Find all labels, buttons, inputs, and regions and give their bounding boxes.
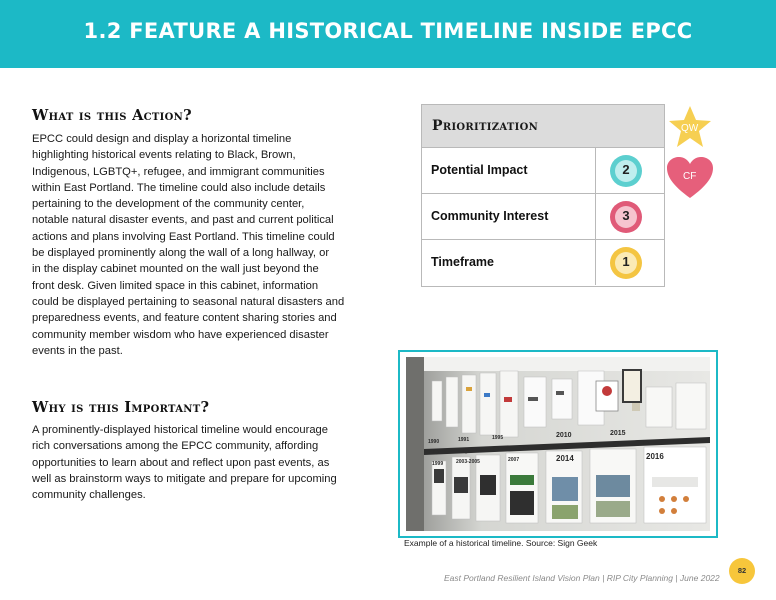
what-line: events in the past. <box>32 344 123 357</box>
footer-text: East Portland Resilient Island Vision Plan | RIP City Planning | June 2022 <box>444 573 720 583</box>
what-body <box>32 131 362 359</box>
what-line: could be displayed pertaining to seasonal natural disasters and <box>32 295 345 308</box>
timeline-year-label: 1995 <box>492 435 504 441</box>
timeline-year-label: 2014 <box>556 454 574 463</box>
priority-row-interest <box>422 194 664 240</box>
timeline-year-label: 2015 <box>610 430 626 437</box>
what-line: community member wisdom who have experienced disaster <box>32 328 329 341</box>
timeline-year-label: 2010 <box>556 432 572 439</box>
impact-score-badge <box>610 155 642 187</box>
timeframe-score: 1 <box>622 254 630 269</box>
why-line: opportunities to learn about and reflect upon past events, as <box>32 456 330 469</box>
what-line: front desk. Given limited space in this cabinet, information <box>32 279 319 292</box>
what-line: pertaining to the development of the community center, <box>32 198 305 211</box>
why-heading: Why is this Important? <box>32 399 210 416</box>
what-line: Indigenous, LGBTQ+, refugee, and immigrant communities <box>32 165 325 178</box>
prioritization-title: Prioritization <box>432 118 539 134</box>
impact-score: 2 <box>622 162 630 177</box>
page-title: 1.2 FEATURE A HISTORICAL TIMELINE INSIDE EPCC <box>83 19 693 43</box>
page-number: 82 <box>737 566 747 575</box>
why-line: A prominently-displayed historical timeline would encourage <box>32 424 329 436</box>
what-line: in the display cabinet mounted on the wall just beyond the <box>32 263 319 276</box>
why-line: well as brainstorm ways to mitigate and prepare for upcoming <box>32 472 337 485</box>
timeline-year-label: 1991 <box>458 437 470 443</box>
timeline-year-label: 1990 <box>428 439 440 445</box>
row-divider <box>595 148 596 193</box>
what-line: EPCC could design and display a horizontal timeline <box>32 133 292 145</box>
star-badge-label: QW <box>681 123 699 134</box>
priority-label: Community Interest <box>431 209 549 223</box>
what-line: notable natural disaster events, and past and current political <box>32 214 334 227</box>
timeline-year-label: 2007 <box>508 457 520 463</box>
interest-score: 3 <box>622 208 630 223</box>
what-line: be displayed prominently along the wall of a long hallway, or <box>32 247 330 260</box>
why-line: community challenges. <box>32 489 146 502</box>
what-line: within East Portland. The timeline could also include details <box>32 181 326 194</box>
why-body <box>32 422 362 503</box>
timeline-year-label: 1999 <box>432 461 444 467</box>
heart-badge-label: CF <box>683 171 697 182</box>
timeframe-score-badge <box>610 247 642 279</box>
timeline-year-label: 2003-2005 <box>456 459 480 465</box>
heart-icon <box>666 156 714 200</box>
what-line: preparedness events, and feature content sharing stories and <box>32 312 337 325</box>
row-divider <box>595 240 596 285</box>
timeline-photo <box>398 350 718 538</box>
timeline-year-label: 2016 <box>646 452 664 461</box>
what-line: actions and plans involving East Portland. This timeline could <box>32 230 335 243</box>
quick-win-star-icon <box>667 104 713 150</box>
prioritization-table <box>421 104 665 287</box>
row-divider <box>595 194 596 239</box>
what-heading: What is this Action? <box>32 107 192 124</box>
priority-row-timeframe <box>422 240 664 285</box>
prioritization-header <box>422 105 664 148</box>
priority-row-impact <box>422 148 664 194</box>
what-line: highlighting historical events relating to Black, Brown, <box>32 149 296 162</box>
interest-score-badge <box>610 201 642 233</box>
why-line: rich conversations among the EPCC community, affording <box>32 440 319 453</box>
photo-caption: Example of a historical timeline. Source: Sign Geek <box>404 538 598 548</box>
priority-label: Timeframe <box>431 255 494 269</box>
page-number-badge <box>729 558 755 584</box>
timeline-photo-image <box>406 357 710 531</box>
priority-label: Potential Impact <box>431 163 528 177</box>
title-banner <box>0 0 776 68</box>
